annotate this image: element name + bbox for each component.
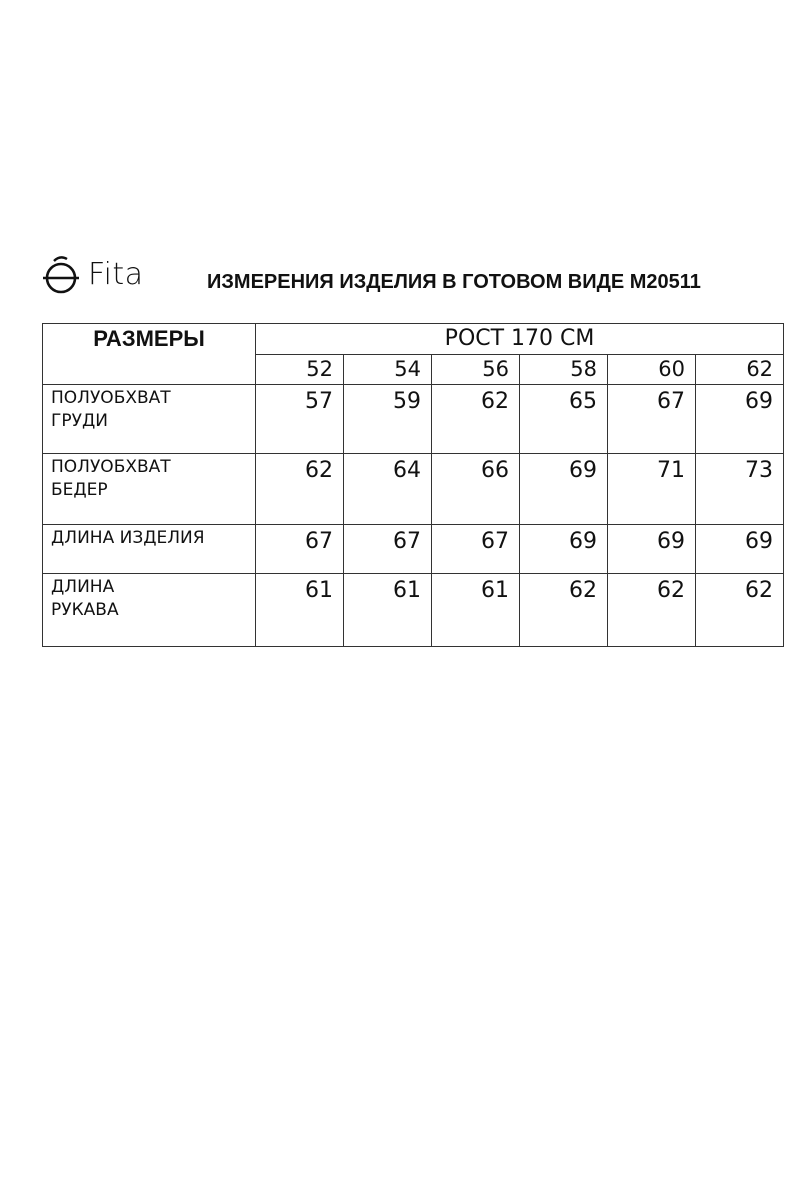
sizes-header-cell: РАЗМЕРЫ (43, 324, 256, 385)
value-cell: 67 (608, 385, 696, 454)
height-header-cell: РОСТ 170 СМ (256, 324, 784, 355)
fita-logo-icon (40, 253, 82, 297)
table-row (43, 454, 784, 525)
row-label (43, 385, 256, 454)
size-header: 54 (344, 354, 432, 385)
value-cell: 61 (432, 574, 520, 647)
value-cell: 62 (256, 454, 344, 525)
row-label (43, 525, 256, 574)
size-header: 56 (432, 354, 520, 385)
value-cell: 71 (608, 454, 696, 525)
value-cell: 67 (256, 525, 344, 574)
value-cell: 65 (520, 385, 608, 454)
document-title: ИЗМЕРЕНИЯ ИЗДЕЛИЯ В ГОТОВОМ ВИДЕ М20511 (207, 271, 701, 293)
size-header: 58 (520, 354, 608, 385)
size-header: 52 (256, 354, 344, 385)
value-cell: 69 (696, 525, 784, 574)
value-cell: 66 (432, 454, 520, 525)
value-cell: 67 (344, 525, 432, 574)
value-cell: 57 (256, 385, 344, 454)
size-header: 62 (696, 354, 784, 385)
row-label-line: ДЛИНА (51, 577, 115, 597)
row-label-line: ПОЛУОБХВАТ (51, 457, 171, 477)
value-cell: 69 (520, 454, 608, 525)
value-cell: 64 (344, 454, 432, 525)
table-row (43, 574, 784, 647)
size-measurements-table (42, 323, 784, 647)
row-label-line: ДЛИНА ИЗДЕЛИЯ (51, 528, 205, 548)
value-cell: 69 (696, 385, 784, 454)
row-label-line: ГРУДИ (51, 411, 108, 431)
value-cell: 61 (344, 574, 432, 647)
brand-name: Fita (88, 257, 144, 292)
value-cell: 62 (696, 574, 784, 647)
value-cell: 62 (432, 385, 520, 454)
row-label (43, 454, 256, 525)
row-label-line: РУКАВА (51, 600, 119, 620)
value-cell: 62 (608, 574, 696, 647)
table-row (43, 525, 784, 574)
document-header (40, 250, 760, 300)
row-label-line: БЕДЕР (51, 480, 108, 500)
row-label-line: ПОЛУОБХВАТ (51, 388, 171, 408)
brand-logo (40, 250, 144, 300)
table-row (43, 385, 784, 454)
size-header: 60 (608, 354, 696, 385)
value-cell: 69 (608, 525, 696, 574)
value-cell: 67 (432, 525, 520, 574)
value-cell: 62 (520, 574, 608, 647)
value-cell: 59 (344, 385, 432, 454)
row-label (43, 574, 256, 647)
value-cell: 73 (696, 454, 784, 525)
value-cell: 69 (520, 525, 608, 574)
value-cell: 61 (256, 574, 344, 647)
